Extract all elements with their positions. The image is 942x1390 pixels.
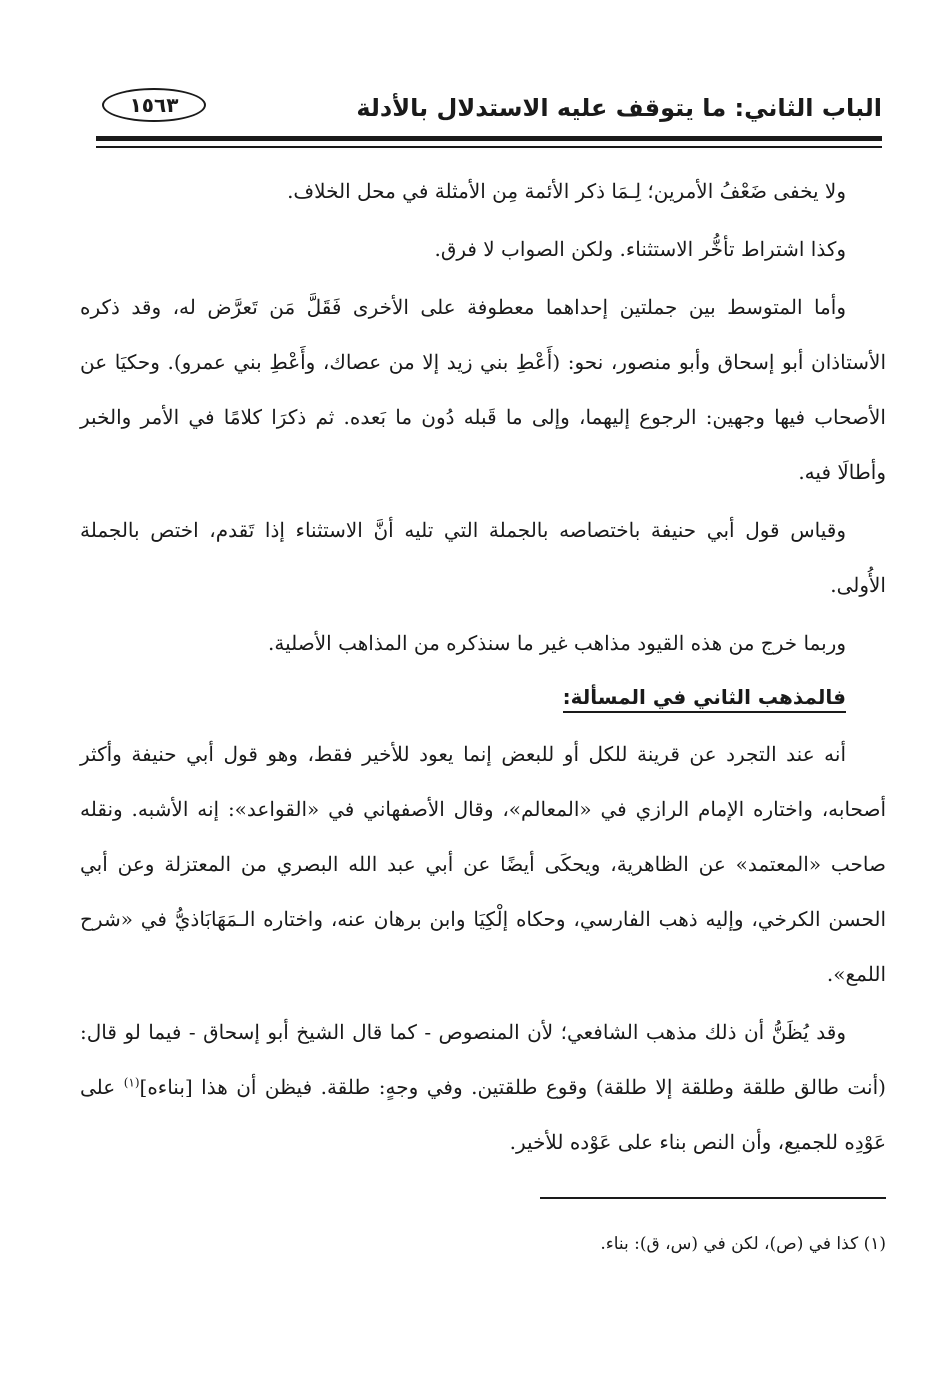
footnote-separator <box>540 1197 886 1199</box>
paragraph: وقياس قول أبي حنيفة باختصاصه بالجملة التي تليه أنَّ الاستثناء إذا تَقدم، اختص بالجملة الأُولى. <box>80 518 886 597</box>
paragraph: ولا يخفى ضَعْفُ الأمرين؛ لِـمَا ذكر الأئمة مِن الأمثلة في محل الخلاف. <box>287 179 846 203</box>
paragraph: وأما المتوسط بين جملتين إحداهما معطوفة على الأخرى فَقَلَّ مَن تَعرَّض له، وقد ذكره الأستاذان أبو إسحاق وأبو منصور، نحو: (أَعْطِ بني زيد إلا من عصاك، وأَعْطِ بني عمرو). وحكيَا عن الأصحاب فيها وجهين: الرجوع إليهما، وإلى ما قَبله دُون ما بَعده. ثم ذكرَا كلامًا في الأمر والخبر وأطالَا فيه. <box>80 295 886 484</box>
paragraph-text: وقد يُظَنُّ أن ذلك مذهب الشافعي؛ لأن المنصوص - كما قال الشيخ أبو إسحاق - فيما لو قال: (أنت طالق طلقة وطلقة إلا طلقة) وقوع طلقتين. وفي وجهٍ: طلقة. فيظن أن هذا [بناءه] <box>80 1020 886 1099</box>
header-rule-thin <box>96 146 882 148</box>
paragraph-with-footnote <box>80 1005 886 1170</box>
header-rule-thick <box>96 136 882 141</box>
body-text <box>80 164 886 1170</box>
paragraph-text: على عَوْدِه للجميع، وأن النص بناء على عَوْده للأخير. <box>80 1075 886 1154</box>
chapter-title: الباب الثاني: ما يتوقف عليه الاستدلال بالأدلة <box>356 94 882 122</box>
paragraph: وكذا اشتراط تأخُّر الاستثناء. ولكن الصواب لا فرق. <box>434 237 846 261</box>
footnote-marker[interactable]: (١) <box>123 1075 140 1090</box>
section-heading-text: فالمذهب الثاني في المسألة: <box>563 685 846 713</box>
page-number-badge: ١٥٦٣ <box>102 88 206 122</box>
section-heading <box>80 673 886 721</box>
running-header <box>96 86 882 130</box>
footnote: (١) كذا في (ص)، لكن في (س، ق): بناء. <box>600 1234 886 1254</box>
paragraph: أنه عند التجرد عن قرينة للكل أو للبعض إنما يعود للأخير فقط، وهو قول أبي حنيفة وأكثر أصحابه، واختاره الإمام الرازي في «المعالم»، وقال الأصفهاني في «القواعد»: إنه الأشبه. ونقله صاحب «المعتمد» عن الظاهرية، ويحكَى أيضًا عن أبي عبد الله البصري من المعتزلة وعن أبي الحسن الكرخي، وإليه ذهب الفارسي، وحكاه إلْكِيَا وابن برهان عنه، واختاره الـمَهَابَاذيُّ في «شرح اللمع». <box>80 742 886 986</box>
paragraph: وربما خرج من هذه القيود مذاهب غير ما سنذكره من المذاهب الأصلية. <box>268 631 846 655</box>
